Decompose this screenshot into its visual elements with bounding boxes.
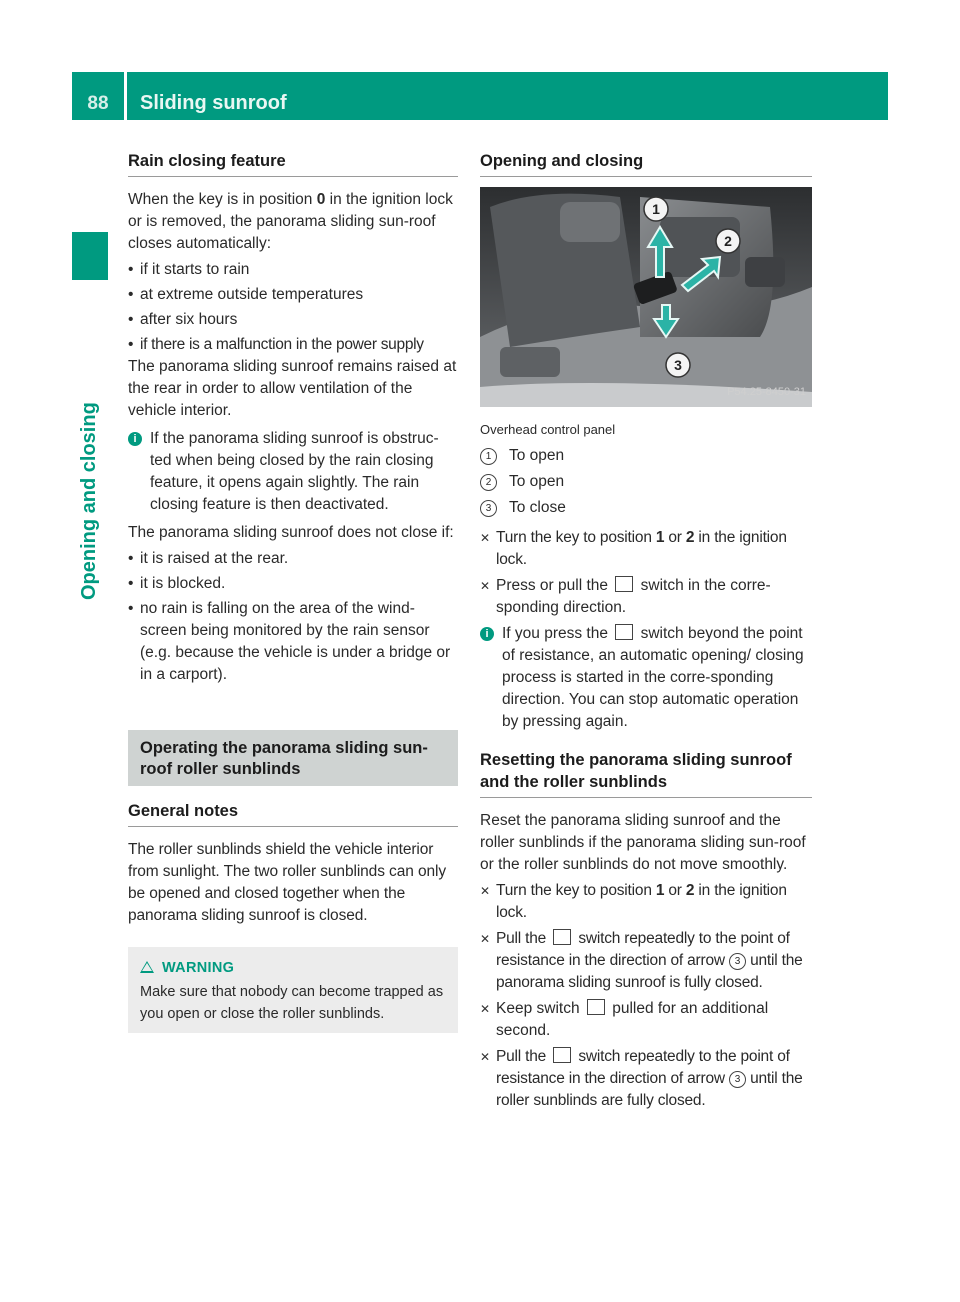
list-item: • if there is a malfunction in the power supply [128,336,424,353]
callout-number: 3 [729,953,746,970]
side-tab-label: Opening and closing [78,402,100,600]
rain-intro: When the key is in position 0 in the ignition lock or is removed, the panorama sliding sun-roof closes automatically: [128,191,453,252]
warning-icon [140,961,154,973]
step-arrow-icon: ✕ [480,579,491,593]
list-item: • it is raised at the rear. [128,550,289,567]
overhead-control-panel-photo [480,187,812,407]
switch-icon [615,624,633,640]
left-column [128,150,458,1033]
switch-icon [615,576,633,592]
photo-label-3: 3 [674,357,682,373]
step-arrow-icon: ✕ [480,531,490,545]
list-item: • it is blocked. [128,575,226,592]
step-turn-key: ✕ Turn the key to position 1 or 2 in the ignition lock. [480,529,787,568]
photo-label-1: 1 [652,201,660,217]
general-notes-text: The roller sunblinds shield the vehicle interior from sunlight. The two roller sunblinds can only be opened and closed together when the panorama sliding sunroof is closed. [128,841,446,924]
side-tab [70,298,110,598]
warning-text: Make sure that nobody can become trapped as you open or close the roller sunblinds. [140,984,444,1022]
section-heading: Operating the panorama sliding sun-roof roller sunblinds [128,730,458,786]
list-item: • after six hours [128,311,238,328]
photo-code: P54.25-8450-31 [727,386,806,398]
resetting-heading: Resetting the panorama sliding sunroof and the roller sunblinds [480,749,812,798]
header-separator [124,72,127,120]
switch-icon [587,999,605,1015]
list-item: • no rain is falling on the area of the wind-screen being monitored by the rain sensor (e.g. because the vehicle is under a bridge or in a carport). [128,600,451,683]
warning-title: WARNING [162,960,235,976]
warning-box [128,947,458,1033]
list-item: • at extreme outside temperatures [128,286,364,303]
general-notes-heading: General notes [128,800,458,827]
step-press-switch: ✕ Press or pull the switch in the corre-sponding direction. [480,577,771,616]
info-icon: i [480,627,494,641]
photo-label-2: 2 [724,233,732,249]
switch-icon [553,1047,571,1063]
reset-step-pull-switch-again: ✕ Pull the switch repeatedly to the point of resistance in the direction of arrow 3 until the roller sunblinds are fully closed. [480,1048,803,1109]
legend-item: 3 To close [480,495,812,521]
page-title: Sliding sunroof [140,92,287,114]
list-item: • if it starts to rain [128,261,250,278]
legend-item: 1 To open [480,443,812,469]
reset-step-pull-switch: ✕ Pull the switch repeatedly to the point of resistance in the direction of arrow 3 until the panorama sliding sunroof is fully closed. [480,930,803,991]
reset-text: Reset the panorama sliding sunroof and the roller sunblinds if the panorama sliding sun-roof or the roller sunblinds do not move smoothly. [480,812,806,873]
info-icon: i [128,432,142,446]
rain-paragraph-2: The panorama sliding sunroof remains raised at the rear in order to allow ventilation of the vehicle interior. [128,358,457,419]
auto-operation-info: i If you press the switch beyond the point of resistance, an automatic opening/ closing process is started in the corre-sponding direction. You can stop automatic operation by pressing again. [480,623,812,733]
step-arrow-icon: ✕ [480,884,490,898]
step-arrow-icon: ✕ [480,1050,490,1064]
callout-number: 1 [480,448,497,465]
step-arrow-icon: ✕ [480,932,490,946]
side-tab-marker [72,232,108,280]
callout-number: 2 [480,474,497,491]
reset-step-keep-switch: ✕ Keep switch pulled for an additional second. [480,1000,769,1039]
rain-info-note: i If the panorama sliding sunroof is obstruc-ted when being closed by the rain closing feature, it opens again slightly. The rain closing feature is then deactivated. [128,428,458,516]
reset-step-turn-key: ✕ Turn the key to position 1 or 2 in the ignition lock. [480,882,787,921]
rain-paragraph-3: The panorama sliding sunroof does not close if: [128,524,454,541]
step-arrow-icon: ✕ [480,1002,491,1016]
switch-icon [553,929,571,945]
photo-caption: Overhead control panel [480,422,616,437]
opening-closing-heading: Opening and closing [480,150,812,177]
callout-number: 3 [480,500,497,517]
right-column [480,150,812,1112]
overhead-panel-illustration [480,187,812,407]
page-number: 88 [87,93,109,114]
callout-number: 3 [729,1071,746,1088]
rain-closing-heading: Rain closing feature [128,150,458,177]
legend-item: 2 To open [480,469,812,495]
